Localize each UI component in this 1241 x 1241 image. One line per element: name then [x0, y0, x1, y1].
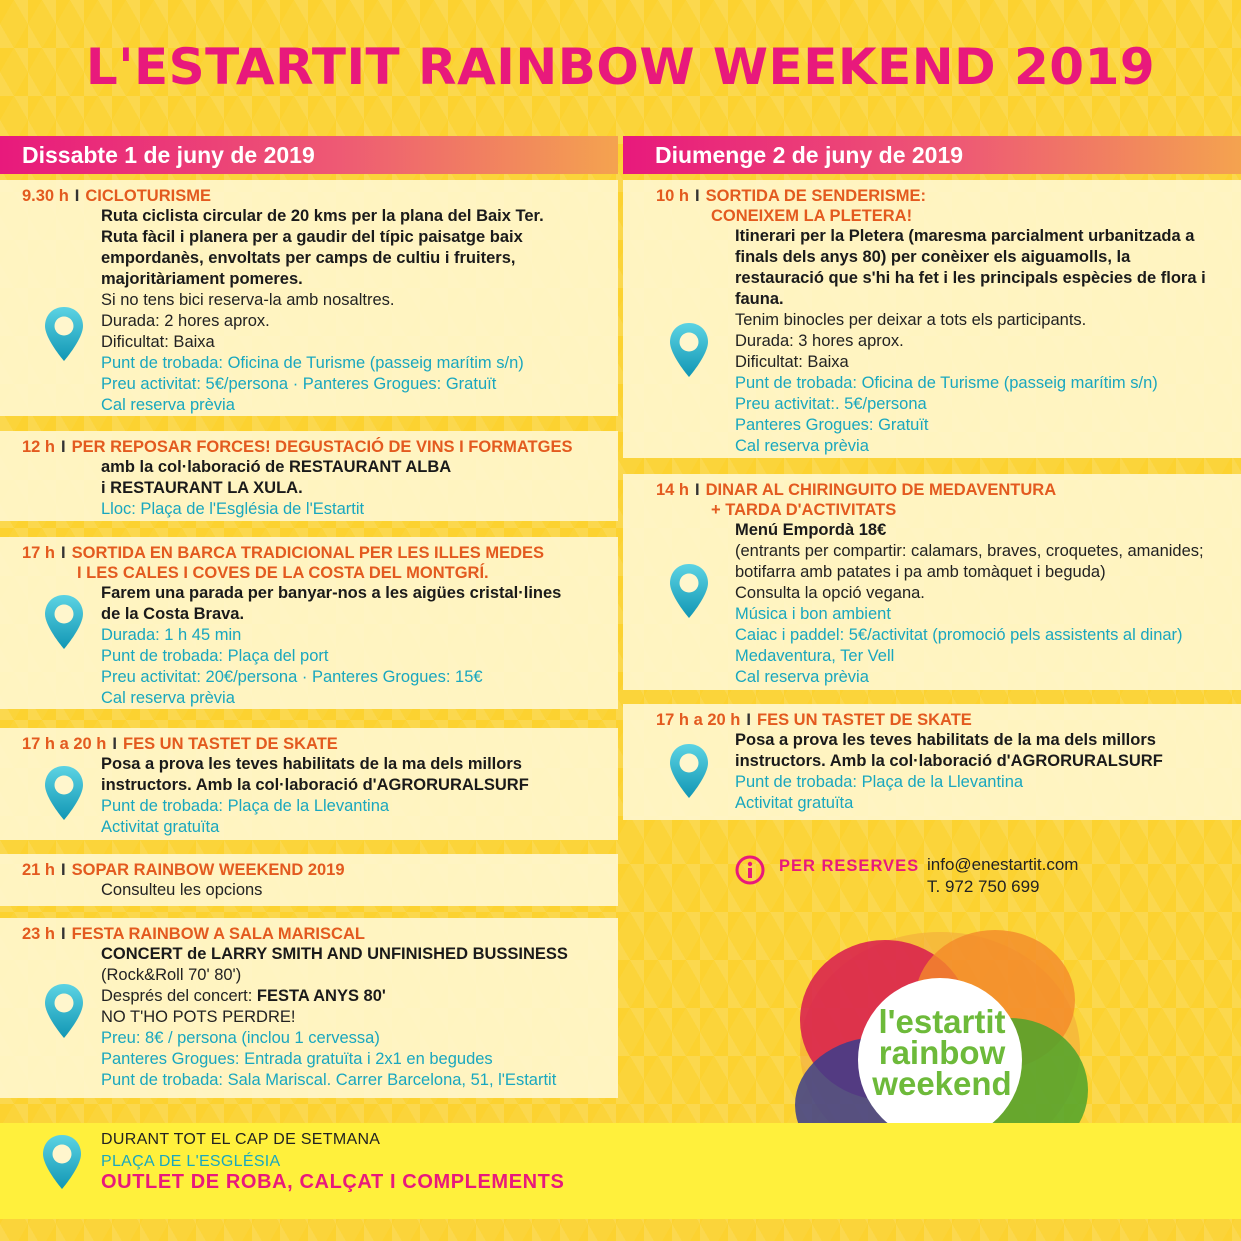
event-desc: CONCERT de LARRY SMITH AND UNFINISHED BUSSINESS — [101, 945, 568, 963]
event-title: FESTA RAINBOW A SALA MARISCAL — [71, 925, 365, 943]
event-title: SORTIDA EN BARCA TRADICIONAL PER LES ILLES MEDES — [71, 544, 545, 562]
saturday-column — [0, 136, 618, 174]
event-time: 10 h — [656, 187, 690, 205]
sunday-column — [623, 136, 1241, 174]
event-title-line2: I LES CALES I COVES DE LA COSTA DEL MONTGRÍ. — [77, 564, 489, 582]
banner-line-3: OUTLET DE ROBA, CALÇAT I COMPLEMENTS — [101, 1171, 565, 1193]
logo-line-2: rainbow — [878, 1034, 1006, 1071]
event-price: Caiac i paddel: 5€/activitat (promoció pels assistents al dinar) — [735, 626, 1183, 644]
banner-line-1: DURANT TOT EL CAP DE SETMANA — [101, 1131, 381, 1148]
event-desc: Consulta la opció vegana. — [735, 584, 925, 602]
banner-line-2: PLAÇA DE L'ESGLÉSIA — [101, 1153, 281, 1170]
reservations-label: PER RESERVES — [779, 857, 920, 875]
event-desc: Itinerari per la Pletera (maresma parcialment urbanitzada a — [735, 227, 1195, 245]
event-desc: majoritàriament pomeres. — [101, 270, 303, 288]
event-booking: Cal reserva prèvia — [735, 668, 869, 686]
event-location: Lloc: Plaça de l'Església de l'Estartit — [101, 500, 365, 518]
event-title: PER REPOSAR FORCES! DEGUSTACIÓ DE VINS I FORMATGES — [71, 438, 573, 456]
location-pin-icon — [667, 321, 711, 379]
event-time: 17 h a 20 h — [22, 735, 107, 753]
sunday-header: Diumenge 2 de juny de 2019 — [623, 136, 1241, 174]
event-duration: Durada: 3 hores aprox. — [735, 332, 904, 350]
event-desc-text: Després del concert: — [101, 987, 257, 1005]
event-desc: finals dels anys 80) per conèixer els aiguamolls, la — [735, 248, 1131, 266]
event-time: 23 h — [22, 925, 56, 943]
event-desc: NO T'HO POTS PERDRE! — [101, 1008, 296, 1026]
event-skate-saturday: 17 h a 20 h I FES UN TASTET DE SKATE Posa a prova les teves habilitats de la ma dels millors instructors. Amb la col·laboració d'AGRORURALSURF Punt de trobada: Plaça de la Llevantina Activitat gratuïta — [0, 728, 618, 840]
event-desc: Posa a prova les teves habilitats de la ma dels millors — [101, 755, 522, 773]
event-sopar: 21 h I SOPAR RAINBOW WEEKEND 2019 Consulteu les opcions — [0, 854, 618, 906]
location-pin-icon — [667, 742, 711, 800]
event-desc: amb la col·laboració de RESTAURANT ALBA — [101, 458, 452, 476]
event-desc: i RESTAURANT LA XULA. — [101, 479, 303, 497]
event-desc: instructors. Amb la col·laboració d'AGRORURALSURF — [101, 776, 529, 794]
event-desc: restauració que s'hi ha fet i les principals espècies de flora i — [735, 269, 1206, 287]
event-meeting-point: Punt de trobada: Plaça de la Llevantina — [101, 797, 390, 815]
event-price: Activitat gratuïta — [101, 818, 220, 836]
location-pin-icon — [667, 562, 711, 620]
info-icon — [735, 855, 765, 885]
location-pin-icon — [42, 305, 86, 363]
event-festa: 23 h I FESTA RAINBOW A SALA MARISCAL CONCERT de LARRY SMITH AND UNFINISHED BUSSINESS (Rock&Roll 70' 80') Després del concert: FESTA ANYS 80' NO T'HO POTS PERDRE! Preu: 8€ / persona (inclou 1 cervessa) Panteres Grogues: Entrada gratuïta i 2x1 en begudes Punt de trobada: Sala Mariscal. Carrer Barcelona, 51, l'Estartit — [0, 918, 618, 1098]
event-duration: Durada: 1 h 45 min — [101, 626, 242, 644]
location-pin-icon — [42, 982, 86, 1040]
event-note: Tenim binocles per deixar a tots els participants. — [735, 311, 1087, 329]
event-desc: Consulteu les opcions — [101, 881, 263, 899]
event-price: Preu: 8€ / persona (inclou 1 cervessa) — [101, 1029, 380, 1047]
page-title: L'ESTARTIT RAINBOW WEEKEND 2019 — [85, 38, 1156, 96]
event-extra: Música i bon ambient — [735, 605, 891, 623]
event-location: Medaventura, Ter Vell — [735, 647, 895, 665]
event-note: Si no tens bici reserva-la amb nosaltres. — [101, 291, 395, 309]
event-price: Preu activitat: 5€/persona · Panteres Grogues: Gratuït — [101, 375, 497, 393]
event-desc: Farem una parada per banyar-nos a les aigües cristal·lines — [101, 584, 562, 602]
event-booking: Cal reserva prèvia — [735, 437, 869, 455]
event-time: 21 h — [22, 861, 56, 879]
event-desc: (Rock&Roll 70' 80') — [101, 966, 242, 984]
event-difficulty: Dificultat: Baixa — [101, 333, 215, 351]
event-desc: fauna. — [735, 290, 784, 308]
event-meeting-point: Punt de trobada: Plaça del port — [101, 647, 329, 665]
event-time: 12 h — [22, 438, 56, 456]
event-duration: Durada: 2 hores aprox. — [101, 312, 270, 330]
event-desc: Ruta fàcil i planera per a gaudir del típic paisatge baix — [101, 228, 523, 246]
event-desc: Ruta ciclista circular de 20 kms per la plana del Baix Ter. — [101, 207, 544, 225]
logo-line-3: weekend — [872, 1065, 1012, 1102]
event-title: SORTIDA DE SENDERISME: — [705, 187, 926, 205]
contact-email[interactable]: info@enestartit.com — [927, 855, 1079, 874]
event-skate-sunday: 17 h a 20 h I FES UN TASTET DE SKATE Posa a prova les teves habilitats de la ma dels millors instructors. Amb la col·laboració d'AGRORURALSURF Punt de trobada: Plaça de la Llevantina Activitat gratuïta — [623, 704, 1241, 820]
event-cicloturisme: 9.30 h I CICLOTURISME Ruta ciclista circular de 20 kms per la plana del Baix Ter. Ruta fàcil i planera per a gaudir del típic paisatge baix empordanès, envoltats per camps de cultiu i fruiters, majoritàriament pomeres. Si no tens bici reserva-la amb nosaltres. Durada: 2 hores aprox. Dificultat: Baixa Punt de trobada: Oficina de Turisme (passeig marítim s/n) Preu activitat: 5€/persona · Panteres Grogues: Gratuït Cal reserva prèvia — [0, 180, 618, 416]
event-time: 17 h a 20 h — [656, 711, 741, 729]
event-desc: instructors. Amb la col·laboració d'AGRORURALSURF — [735, 752, 1163, 770]
event-price: Activitat gratuïta — [735, 794, 854, 812]
saturday-header: Dissabte 1 de juny de 2019 — [0, 136, 618, 174]
event-time: 14 h — [656, 481, 690, 499]
event-time: 17 h — [22, 544, 56, 562]
event-title: SOPAR RAINBOW WEEKEND 2019 — [71, 861, 345, 879]
event-title: DINAR AL CHIRINGUITO DE MEDAVENTURA — [705, 481, 1057, 499]
event-desc: Posa a prova les teves habilitats de la ma dels millors — [735, 731, 1156, 749]
location-pin-icon — [42, 593, 86, 651]
event-booking: Cal reserva prèvia — [101, 689, 235, 707]
event-meeting-point: Punt de trobada: Oficina de Turisme (passeig marítim s/n) — [735, 374, 1158, 392]
event-desc: de la Costa Brava. — [101, 605, 245, 623]
event-price: Preu activitat: 20€/persona · Panteres Grogues: 15€ — [101, 668, 483, 686]
event-desc: (entrants per compartir: calamars, braves, croquetes, amanides; — [735, 542, 1204, 560]
event-time: 9.30 h — [22, 187, 69, 205]
location-pin-icon — [40, 1133, 84, 1191]
event-barca: 17 h I SORTIDA EN BARCA TRADICIONAL PER LES ILLES MEDES I LES CALES I COVES DE LA COSTA DEL MONTGRÍ. Farem una parada per banyar-nos a les aigües cristal·lines de la Costa Brava. Durada: 1 h 45 min Punt de trobada: Plaça del port Preu activitat: 20€/persona · Panteres Grogues: 15€ Cal reserva prèvia — [0, 537, 618, 709]
event-offer: Panteres Grogues: Entrada gratuïta i 2x1 en begudes — [101, 1050, 493, 1068]
event-menu: Menú Empordà 18€ — [735, 521, 887, 539]
event-offer: Panteres Grogues: Gratuït — [735, 416, 929, 434]
location-pin-icon — [42, 764, 86, 822]
logo-line-1: l'estartit — [878, 1003, 1006, 1040]
event-degustacio: 12 h I PER REPOSAR FORCES! DEGUSTACIÓ DE VINS I FORMATGES amb la col·laboració de RESTAURANT ALBA i RESTAURANT LA XULA. Lloc: Plaça de l'Església de l'Estartit — [0, 431, 618, 521]
event-desc — [101, 986, 618, 1007]
bottom-banner — [0, 1123, 1241, 1219]
event-difficulty: Dificultat: Baixa — [735, 353, 849, 371]
event-title-line2: + TARDA D'ACTIVITATS — [711, 501, 897, 519]
event-desc-highlight: FESTA ANYS 80' — [256, 987, 386, 1005]
event-desc: botifarra amb patates i pa amb tomàquet i beguda) — [735, 563, 1106, 581]
event-price: Preu activitat:. 5€/persona — [735, 395, 927, 413]
event-dinar: 14 h I DINAR AL CHIRINGUITO DE MEDAVENTURA + TARDA D'ACTIVITATS Menú Empordà 18€ (entrants per compartir: calamars, braves, croquetes, amanides; botifarra amb patates i pa amb tomàquet i beguda) Consulta la opció vegana. Música i bon ambient Caiac i paddel: 5€/activitat (promoció pels assistents al dinar) Medaventura, Ter Vell Cal reserva prèvia — [623, 474, 1241, 690]
contact-phone[interactable]: T. 972 750 699 — [927, 877, 1040, 896]
event-meeting-point: Punt de trobada: Sala Mariscal. Carrer Barcelona, 51, l'Estartit — [101, 1071, 557, 1089]
event-title: CICLOTURISME — [85, 187, 211, 205]
event-booking: Cal reserva prèvia — [101, 396, 235, 414]
event-title: FES UN TASTET DE SKATE — [122, 735, 338, 753]
event-title: FES UN TASTET DE SKATE — [756, 711, 972, 729]
event-desc: empordanès, envoltats per camps de cultiu i fruiters, — [101, 249, 516, 267]
event-title-line2: CONEIXEM LA PLETERA! — [711, 207, 913, 225]
event-senderisme: 10 h I SORTIDA DE SENDERISME: CONEIXEM LA PLETERA! Itinerari per la Pletera (maresma parcialment urbanitzada a finals dels anys 80) per conèixer els aiguamolls, la restauració que s'hi ha fet i les principals espècies de flora i fauna. Tenim binocles per deixar a tots els participants. Durada: 3 hores aprox. Dificultat: Baixa Punt de trobada: Oficina de Turisme (passeig marítim s/n) Preu activitat:. 5€/persona Panteres Grogues: Gratuït Cal reserva prèvia — [623, 180, 1241, 458]
event-meeting-point: Punt de trobada: Plaça de la Llevantina — [735, 773, 1024, 791]
event-meeting-point: Punt de trobada: Oficina de Turisme (passeig marítim s/n) — [101, 354, 524, 372]
